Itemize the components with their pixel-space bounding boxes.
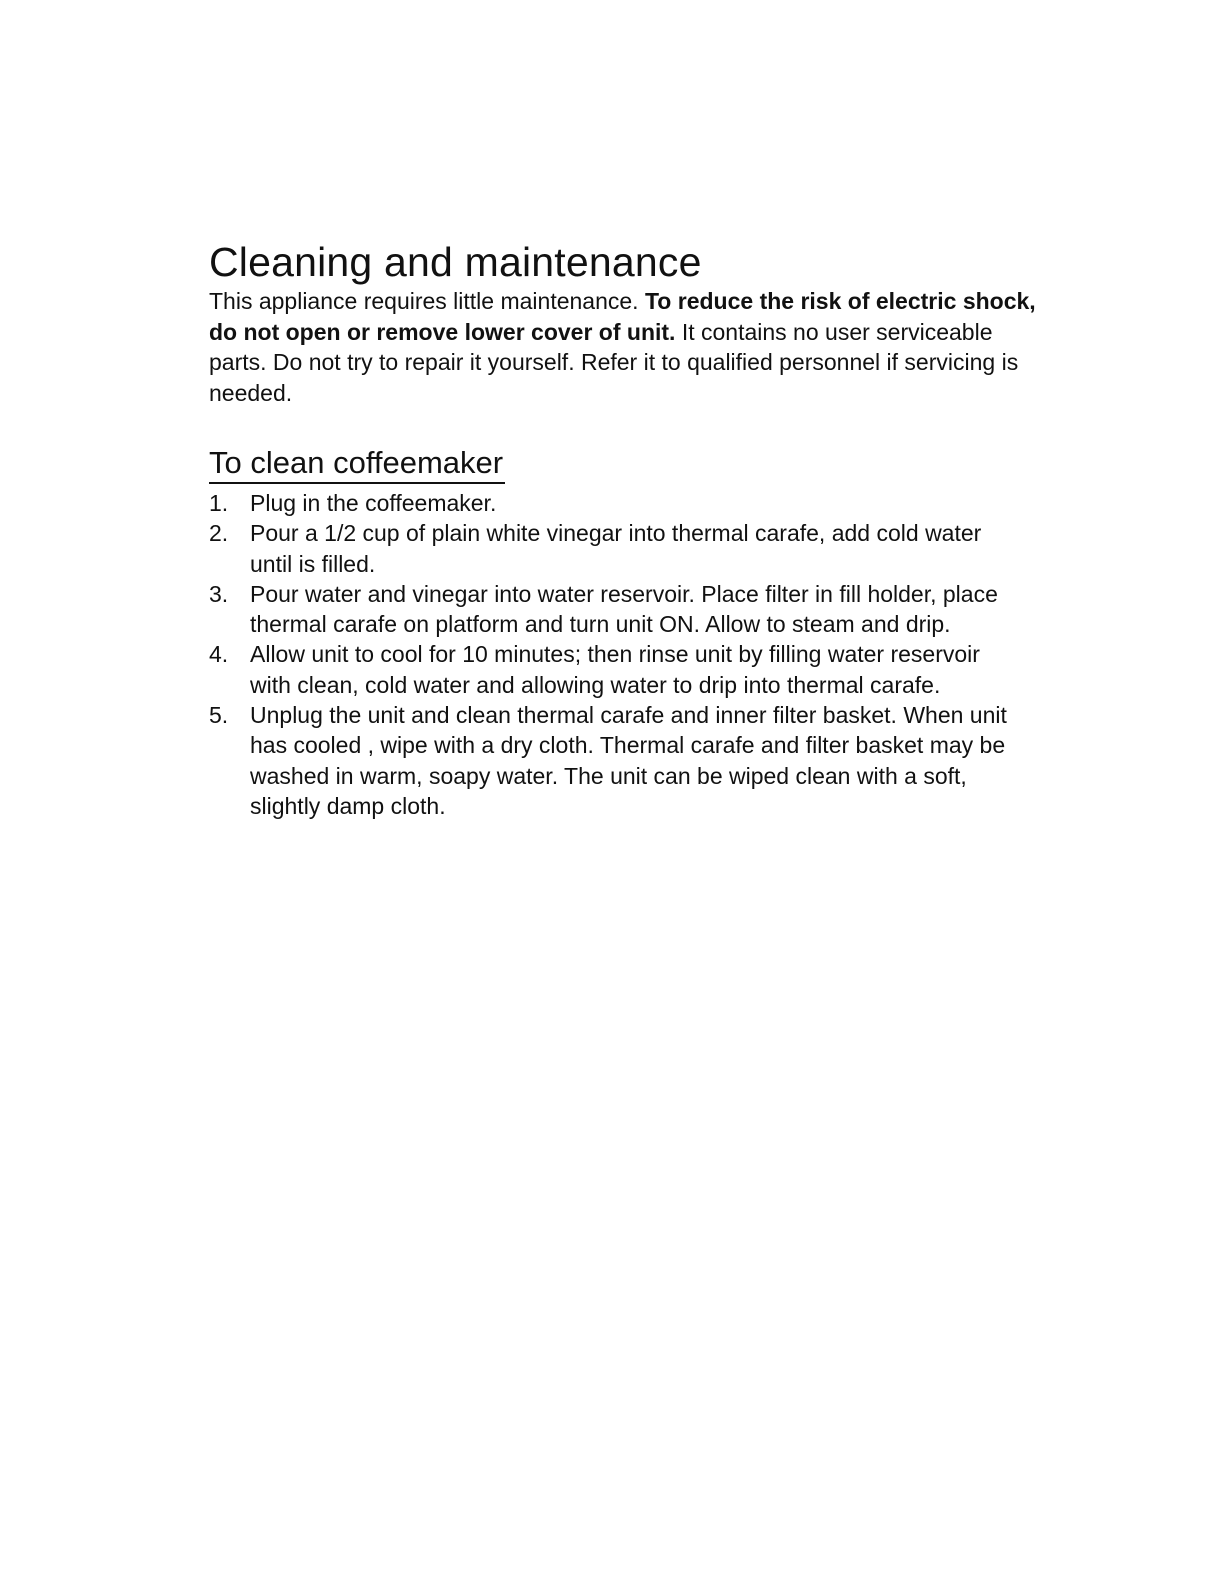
step-text: Pour water and vinegar into water reservoir. Place filter in fill holder, place thermal carafe on platform and turn unit ON. Allow to steam and drip. [250, 580, 998, 638]
step-text: Unplug the unit and clean thermal carafe and inner filter basket. When unit has cooled , wipe with a dry cloth. Thermal carafe and filter basket may be washed in warm, soapy water. The unit can be wiped clean with a soft, slightly damp cloth. [250, 702, 1007, 819]
intro-text-start: This appliance requires little maintenance. [209, 288, 645, 314]
list-item [209, 700, 1049, 821]
document-page [209, 238, 1049, 821]
step-number: 1. [209, 490, 229, 516]
step-number: 5. [209, 702, 229, 729]
intro-text-end: It contains no user serviceable parts. Do not try to repair it yourself. Refer it to qualified personnel if servicing is needed. [209, 318, 1019, 406]
step-text: Pour a 1/2 cup of plain white vinegar into thermal carafe, add cold water until is filled. [250, 520, 982, 577]
intro-warning-bold: To reduce the risk of electric shock, do not open or remove lower cover of unit. [209, 288, 1036, 345]
cleaning-steps-list [209, 488, 1049, 821]
intro-paragraph [209, 286, 1049, 408]
list-item [209, 639, 1049, 700]
page-title: Cleaning and maintenance [209, 239, 702, 285]
step-number: 2. [209, 520, 229, 547]
step-text: Allow unit to cool for 10 minutes; then rinse unit by filling water reservoir with clean, cold water and allowing water to drip into thermal carafe. [250, 641, 980, 698]
step-number: 3. [209, 580, 229, 607]
section-title: To clean coffeemaker [209, 445, 505, 484]
list-item [209, 518, 1049, 579]
list-item [209, 579, 1049, 640]
step-number: 4. [209, 641, 229, 668]
step-text: Plug in the coffeemaker. [250, 490, 497, 516]
list-item [209, 488, 1049, 518]
